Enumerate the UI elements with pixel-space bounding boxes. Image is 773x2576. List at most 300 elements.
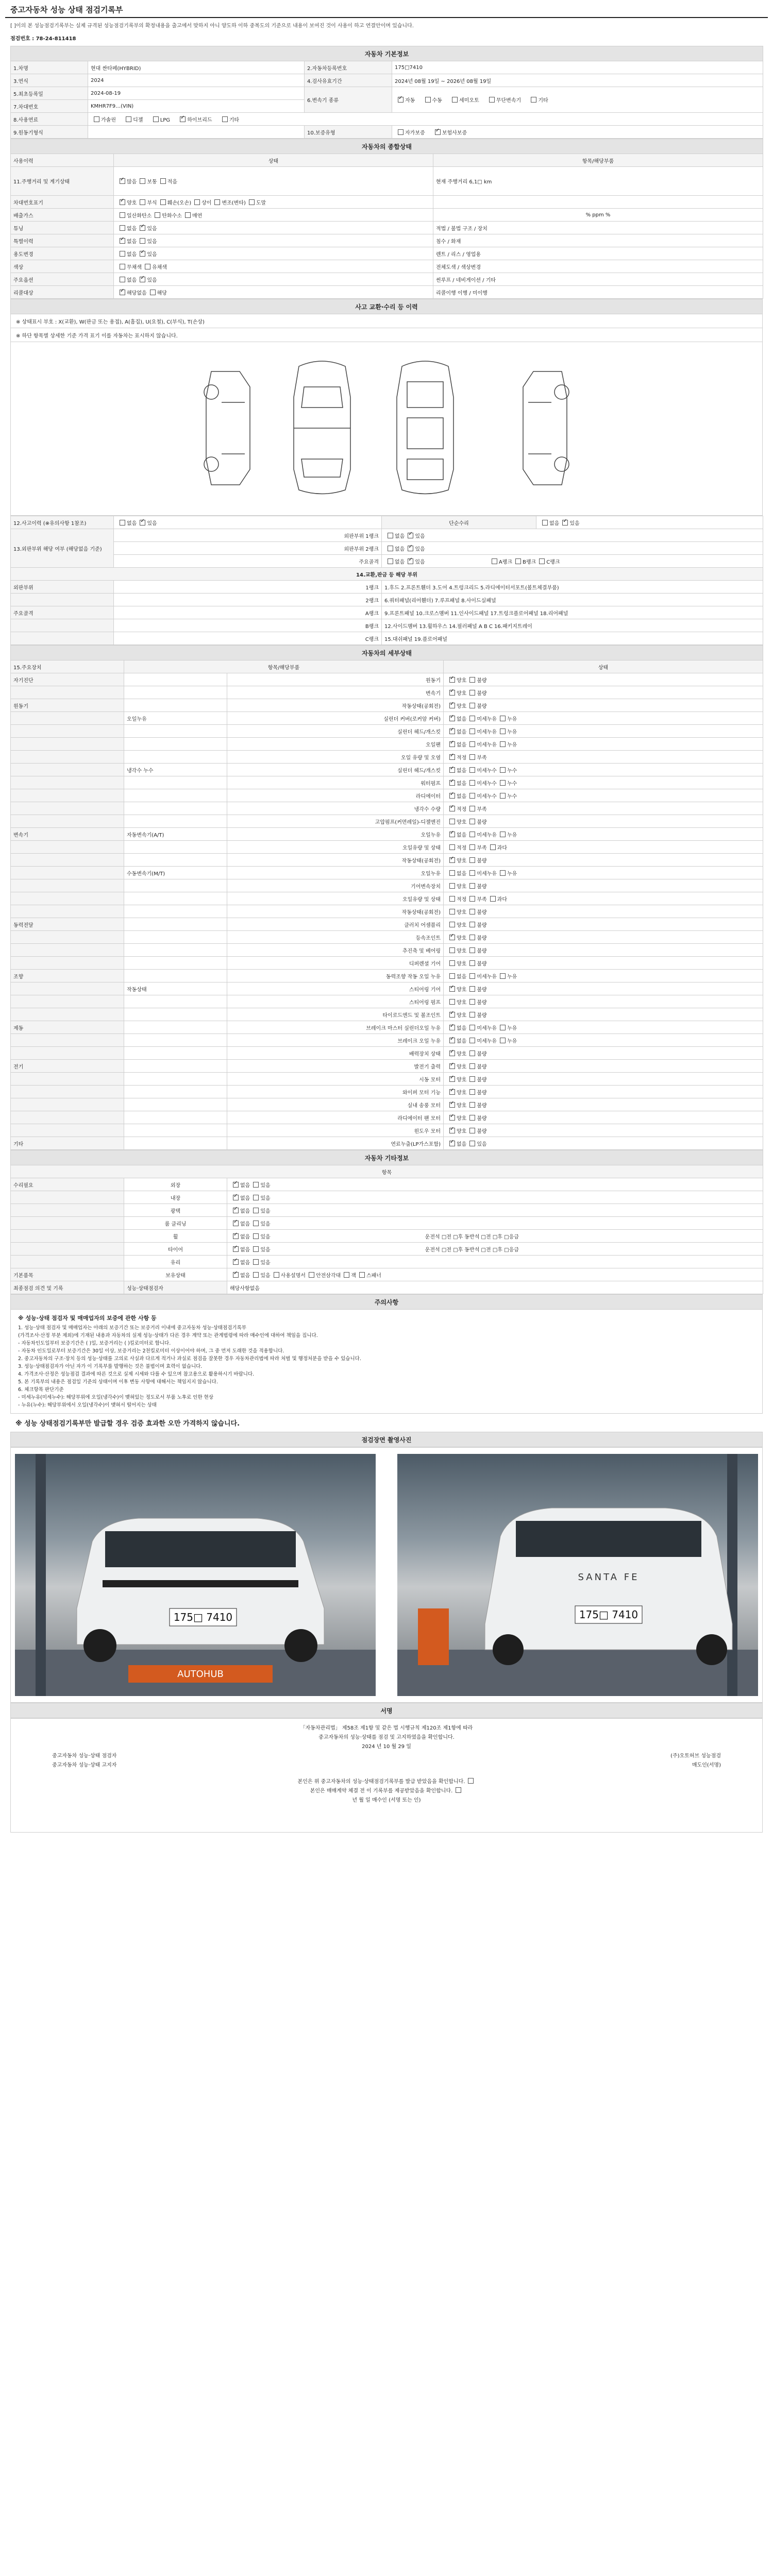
detail-group bbox=[11, 815, 124, 828]
checkbox-icon[interactable] bbox=[449, 677, 455, 683]
other-item: 내장 bbox=[124, 1191, 227, 1204]
checkbox-icon[interactable] bbox=[449, 1141, 455, 1146]
detail-group bbox=[11, 802, 124, 815]
basic-label: 5.최초등록일 bbox=[11, 87, 88, 100]
checkbox-icon[interactable] bbox=[469, 1128, 475, 1133]
checkbox-icon[interactable] bbox=[449, 793, 455, 799]
document-title: 중고자동차 성능 상태 점검기록부 bbox=[5, 0, 768, 18]
detail-item: 추진축 및 베어링 bbox=[227, 944, 444, 957]
checkbox-icon[interactable] bbox=[120, 178, 125, 184]
detail-item: 등속조인트 bbox=[227, 931, 444, 944]
detail-sub bbox=[124, 970, 227, 982]
checkbox-icon[interactable] bbox=[253, 1182, 259, 1188]
checkbox-icon[interactable] bbox=[449, 1102, 455, 1108]
receipt-text: 본인은 매매계약 체결 전 이 기록부를 제공받았음을 확인합니다. bbox=[21, 1787, 752, 1796]
checkbox-icon[interactable] bbox=[388, 558, 393, 564]
checkbox-icon[interactable] bbox=[539, 558, 545, 564]
checkbox-icon[interactable] bbox=[500, 767, 506, 773]
checkbox-icon[interactable] bbox=[542, 520, 548, 526]
checkbox-icon[interactable] bbox=[449, 1128, 455, 1133]
note-line: - 미세누유(미세누수): 해당부위에 오일(냉각수)이 맺혀있는 정도로서 부품 노후로 인한 현상 bbox=[18, 1395, 214, 1400]
checkbox-icon[interactable] bbox=[469, 870, 475, 876]
checkbox-icon[interactable] bbox=[222, 116, 228, 122]
option-label: 부족 bbox=[477, 806, 487, 812]
checkbox-icon[interactable] bbox=[452, 97, 458, 103]
detail-group bbox=[11, 1073, 124, 1086]
checkbox-icon[interactable] bbox=[449, 909, 455, 914]
checkbox-icon[interactable] bbox=[469, 844, 475, 850]
option-label: 불량 bbox=[477, 1103, 487, 1109]
option-label: 양호 bbox=[457, 677, 467, 684]
checkbox-icon[interactable] bbox=[233, 1182, 239, 1188]
option-label: 사용설명서 bbox=[280, 1273, 306, 1279]
checkbox-icon[interactable] bbox=[449, 947, 455, 953]
option-label: 누유 bbox=[507, 716, 517, 722]
parts-rank: B랭크 bbox=[114, 619, 382, 632]
checkbox-icon[interactable] bbox=[449, 767, 455, 773]
other-item: 보유상태 bbox=[124, 1268, 227, 1281]
checkbox-icon[interactable] bbox=[194, 199, 200, 205]
checkbox-icon[interactable] bbox=[469, 728, 475, 734]
option-label: 미세누수 bbox=[477, 768, 497, 774]
detail-state bbox=[444, 1111, 763, 1124]
option-label: 양호 bbox=[457, 1115, 467, 1122]
checkbox-icon[interactable] bbox=[233, 1195, 239, 1200]
checkbox-icon[interactable] bbox=[490, 896, 496, 902]
notifier-row bbox=[21, 1761, 752, 1770]
checkbox-icon[interactable] bbox=[274, 1272, 279, 1278]
note-line: - 자동차인도일부터 보증기간은 ( )일, 보증거리는 ( )킬로미터로 합니다. bbox=[18, 1341, 171, 1346]
checkbox-icon[interactable] bbox=[185, 212, 191, 218]
checkbox-icon[interactable] bbox=[469, 754, 475, 760]
general-row-options: 없음✓ 있음 bbox=[114, 247, 433, 260]
detail-state bbox=[444, 854, 763, 867]
detail-row bbox=[11, 854, 763, 867]
checkbox-icon[interactable] bbox=[449, 1076, 455, 1082]
checkbox-icon[interactable] bbox=[449, 960, 455, 966]
detail-state bbox=[444, 712, 763, 725]
detail-group bbox=[11, 751, 124, 764]
option-label: 불량 bbox=[477, 858, 487, 864]
parts-section-title: 14.교환,판금 등 해당 부위 bbox=[11, 568, 763, 581]
detail-group bbox=[11, 854, 124, 867]
signature-date: 2024 년 10 월 29 일 bbox=[362, 1744, 411, 1750]
detail-item: 클러치 어셈블리 bbox=[227, 918, 444, 931]
option-label: 가솔린 bbox=[101, 117, 116, 123]
checkbox-icon[interactable] bbox=[253, 1195, 259, 1200]
detail-state bbox=[444, 1073, 763, 1086]
checkbox-icon[interactable] bbox=[469, 986, 475, 992]
checkbox-icon[interactable] bbox=[253, 1233, 259, 1239]
detail-row bbox=[11, 789, 763, 802]
checkbox-icon[interactable] bbox=[468, 1778, 474, 1784]
option-label: 디젤 bbox=[133, 117, 143, 123]
option-label: 불량 bbox=[477, 987, 487, 993]
option-label: 양호 bbox=[457, 1064, 467, 1070]
receipt-text: 본인은 위 중고자동차의 성능·상태점검기록부를 발급 받았음을 확인합니다. bbox=[21, 1777, 752, 1787]
detail-group bbox=[11, 944, 124, 957]
checkbox-icon[interactable] bbox=[489, 97, 495, 103]
checkbox-icon[interactable] bbox=[120, 264, 125, 269]
detail-state bbox=[444, 776, 763, 789]
checkbox-icon[interactable] bbox=[469, 973, 475, 979]
detail-group bbox=[11, 1008, 124, 1021]
checkbox-icon[interactable] bbox=[249, 199, 255, 205]
checkbox-icon[interactable] bbox=[469, 1089, 475, 1095]
checkbox-icon[interactable] bbox=[359, 1272, 365, 1278]
checkbox-icon[interactable] bbox=[469, 896, 475, 902]
checkbox-icon[interactable] bbox=[140, 520, 145, 526]
option-label: 누수 bbox=[507, 768, 517, 774]
detail-row bbox=[11, 686, 763, 699]
detail-sub bbox=[124, 686, 227, 699]
detail-state bbox=[444, 957, 763, 970]
checkbox-icon[interactable] bbox=[449, 806, 455, 811]
basic-label: 4.검사유효기간 bbox=[305, 74, 392, 87]
checkbox-icon[interactable] bbox=[214, 199, 220, 205]
checkbox-icon[interactable] bbox=[94, 116, 99, 122]
option-label: 불량 bbox=[477, 819, 487, 825]
detail-item: 실린더 헤드/개스킷 bbox=[227, 725, 444, 738]
checkbox-icon[interactable] bbox=[456, 1787, 461, 1793]
checkbox-icon[interactable] bbox=[120, 199, 125, 205]
detail-row bbox=[11, 879, 763, 892]
option-label: 불량 bbox=[477, 999, 487, 1006]
detail-item: 고압펌프(커먼레일)-디젤엔진 bbox=[227, 815, 444, 828]
checkbox-icon[interactable] bbox=[469, 1115, 475, 1121]
checkbox-icon[interactable] bbox=[449, 1089, 455, 1095]
checkbox-icon[interactable] bbox=[449, 986, 455, 992]
checkbox-icon[interactable] bbox=[449, 832, 455, 837]
detail-item: 브레이크 오일 누유 bbox=[227, 1034, 444, 1047]
checkbox-icon[interactable] bbox=[449, 883, 455, 889]
checkbox-icon[interactable] bbox=[449, 973, 455, 979]
checkbox-icon[interactable] bbox=[253, 1246, 259, 1252]
parts-group bbox=[11, 619, 114, 632]
detail-row bbox=[11, 1060, 763, 1073]
detail-sub bbox=[124, 776, 227, 789]
detail-state bbox=[444, 789, 763, 802]
detail-item: 오일누유 bbox=[227, 828, 444, 841]
other-row bbox=[11, 1256, 763, 1268]
checkbox-icon[interactable] bbox=[531, 97, 536, 103]
checkbox-icon[interactable] bbox=[155, 212, 160, 218]
checkbox-icon[interactable] bbox=[160, 178, 166, 184]
car-rear-photo-image bbox=[397, 1454, 758, 1696]
checkbox-icon[interactable] bbox=[233, 1272, 239, 1278]
checkbox-icon[interactable] bbox=[500, 1025, 506, 1030]
checkbox-icon[interactable] bbox=[562, 520, 568, 526]
checkbox-icon[interactable] bbox=[469, 690, 475, 696]
option-label: 불량 bbox=[477, 948, 487, 954]
checkbox-icon[interactable] bbox=[449, 716, 455, 721]
other-options bbox=[227, 1191, 763, 1204]
checkbox-icon[interactable] bbox=[449, 999, 455, 1005]
checkbox-icon[interactable] bbox=[469, 1102, 475, 1108]
checkbox-icon[interactable] bbox=[500, 832, 506, 837]
detail-sub bbox=[124, 892, 227, 905]
checkbox-icon[interactable] bbox=[500, 793, 506, 799]
checkbox-icon[interactable] bbox=[425, 97, 431, 103]
other-group bbox=[11, 1204, 124, 1217]
checkbox-icon[interactable] bbox=[140, 178, 145, 184]
checkbox-icon[interactable] bbox=[253, 1221, 259, 1226]
checkbox-icon[interactable] bbox=[398, 97, 404, 103]
checkbox-icon[interactable] bbox=[500, 973, 506, 979]
accident-legend: ※ 하단 항목별 상세한 기준 가격 표기 이를 자동차는 표시하지 않습니다. bbox=[11, 328, 763, 342]
checkbox-icon[interactable] bbox=[469, 703, 475, 708]
checkbox-icon[interactable] bbox=[388, 533, 393, 538]
checkbox-icon[interactable] bbox=[388, 546, 393, 551]
detail-group: 제동 bbox=[11, 1021, 124, 1034]
option-label: 양호 bbox=[457, 1090, 467, 1096]
basic-value: 2024년 08월 19일 ~ 2026년 08월 19일 bbox=[392, 74, 763, 87]
detail-sub bbox=[124, 957, 227, 970]
checkbox-icon[interactable] bbox=[253, 1259, 259, 1265]
general-row-label: 배출가스 bbox=[11, 209, 114, 222]
other-options bbox=[227, 1256, 763, 1268]
checkbox-icon[interactable] bbox=[469, 793, 475, 799]
note-line: - 자동차 인도일로부터 보증기간은 30일 이상, 보증거리는 2천킬로미터 이상이어야 하며, 그 중 먼저 도래한 것을 적용합니다. bbox=[18, 1348, 284, 1354]
checkbox-icon[interactable] bbox=[180, 116, 186, 122]
option-label: 없음 bbox=[240, 1195, 250, 1201]
checkbox-icon[interactable] bbox=[469, 883, 475, 889]
detail-row bbox=[11, 1137, 763, 1150]
checkbox-icon[interactable] bbox=[515, 558, 521, 564]
option-label: 불량 bbox=[477, 1128, 487, 1134]
checkbox-icon[interactable] bbox=[500, 870, 506, 876]
checkbox-icon[interactable] bbox=[233, 1208, 239, 1213]
checkbox-icon[interactable] bbox=[150, 290, 156, 295]
checkbox-icon[interactable] bbox=[233, 1246, 239, 1252]
checkbox-icon[interactable] bbox=[408, 533, 413, 538]
checkbox-icon[interactable] bbox=[469, 999, 475, 1005]
checkbox-icon[interactable] bbox=[408, 546, 413, 551]
detail-head: 15.주요장치 bbox=[11, 660, 124, 673]
checkbox-icon[interactable] bbox=[469, 1141, 475, 1146]
checkbox-icon[interactable] bbox=[469, 1025, 475, 1030]
note-line: 6. 체크항목 판단기준 bbox=[18, 1387, 64, 1393]
option-label: 양호 bbox=[457, 690, 467, 697]
option-label: 미세누유 bbox=[477, 1038, 497, 1044]
checkbox-icon[interactable] bbox=[140, 277, 145, 282]
checkbox-icon[interactable] bbox=[469, 1050, 475, 1056]
option-label: 없음 bbox=[457, 729, 467, 735]
detail-row bbox=[11, 764, 763, 776]
detail-sub bbox=[124, 789, 227, 802]
checkbox-icon[interactable] bbox=[469, 857, 475, 863]
detail-state bbox=[444, 892, 763, 905]
checkbox-icon[interactable] bbox=[469, 677, 475, 683]
other-item: 외장 bbox=[124, 1178, 227, 1191]
detail-item: 라디에이터 bbox=[227, 789, 444, 802]
checkbox-icon[interactable] bbox=[469, 832, 475, 837]
checkbox-icon[interactable] bbox=[469, 1012, 475, 1018]
option-label: 없음 bbox=[457, 716, 467, 722]
checkbox-icon[interactable] bbox=[500, 780, 506, 786]
option-label: 미세누수 bbox=[477, 781, 497, 787]
detail-item: 원동기 bbox=[227, 673, 444, 686]
checkbox-icon[interactable] bbox=[469, 741, 475, 747]
other-row bbox=[11, 1268, 763, 1281]
checkbox-icon[interactable] bbox=[469, 947, 475, 953]
detail-item: 오일누유 bbox=[227, 867, 444, 879]
checkbox-icon[interactable] bbox=[449, 819, 455, 824]
basic-label: 7.차대번호 bbox=[11, 100, 88, 113]
checkbox-icon[interactable] bbox=[449, 1050, 455, 1056]
inspection-photo-rear bbox=[397, 1454, 758, 1696]
photo-gallery bbox=[10, 1447, 763, 1703]
general-row-options: 없음✓ 있음 bbox=[114, 222, 433, 234]
checkbox-icon[interactable] bbox=[449, 690, 455, 696]
option-label: 양호 bbox=[457, 1103, 467, 1109]
checkbox-icon[interactable] bbox=[449, 870, 455, 876]
detail-item: 연료누출(LP가스포함) bbox=[227, 1137, 444, 1150]
warranty-options bbox=[392, 126, 763, 139]
detail-group bbox=[11, 1098, 124, 1111]
checkbox-icon[interactable] bbox=[449, 1012, 455, 1018]
checkbox-icon[interactable] bbox=[120, 225, 125, 231]
checkbox-icon[interactable] bbox=[233, 1259, 239, 1265]
general-row-extra: 현재 주행거리 6,1□ km bbox=[433, 167, 763, 196]
option-label: 양호 bbox=[457, 987, 467, 993]
checkbox-icon[interactable] bbox=[490, 844, 496, 850]
option-label: 양호 bbox=[457, 703, 467, 709]
detail-group bbox=[11, 1034, 124, 1047]
checkbox-icon[interactable] bbox=[469, 806, 475, 811]
checkbox-icon[interactable] bbox=[449, 741, 455, 747]
checkbox-icon[interactable] bbox=[160, 199, 166, 205]
checkbox-icon[interactable] bbox=[344, 1272, 349, 1278]
general-row-label: 11.주행거리 및 계기상태 bbox=[11, 167, 114, 196]
option-label: 있음 bbox=[260, 1195, 271, 1201]
checkbox-icon[interactable] bbox=[309, 1272, 314, 1278]
checkbox-icon[interactable] bbox=[408, 558, 413, 564]
checkbox-icon[interactable] bbox=[469, 909, 475, 914]
checkbox-icon[interactable] bbox=[435, 129, 441, 135]
checkbox-icon[interactable] bbox=[449, 780, 455, 786]
inspection-photo-front bbox=[15, 1454, 376, 1696]
detail-group bbox=[11, 957, 124, 970]
checkbox-icon[interactable] bbox=[500, 716, 506, 721]
option-label: 하이브리드 bbox=[187, 117, 212, 123]
checkbox-icon[interactable] bbox=[449, 896, 455, 902]
checkbox-icon[interactable] bbox=[140, 251, 145, 257]
checkbox-icon[interactable] bbox=[469, 1063, 475, 1069]
checkbox-icon[interactable] bbox=[120, 238, 125, 244]
checkbox-icon[interactable] bbox=[469, 819, 475, 824]
general-row-extra: 침수 / 화재 bbox=[433, 234, 763, 247]
checkbox-icon[interactable] bbox=[153, 116, 159, 122]
option-label: 불량 bbox=[477, 1077, 487, 1083]
checkbox-icon[interactable] bbox=[145, 264, 150, 269]
detail-group bbox=[11, 982, 124, 995]
checkbox-icon[interactable] bbox=[449, 935, 455, 940]
detail-row bbox=[11, 931, 763, 944]
detail-sub bbox=[124, 1124, 227, 1137]
checkbox-icon[interactable] bbox=[120, 212, 125, 218]
checkbox-icon[interactable] bbox=[140, 238, 145, 244]
checkbox-icon[interactable] bbox=[449, 1038, 455, 1043]
parts-rank: 2랭크 bbox=[114, 594, 382, 606]
checkbox-icon[interactable] bbox=[140, 199, 145, 205]
checkbox-icon[interactable] bbox=[449, 754, 455, 760]
checkbox-icon[interactable] bbox=[469, 922, 475, 927]
checkbox-icon[interactable] bbox=[120, 520, 125, 526]
checkbox-icon[interactable] bbox=[233, 1221, 239, 1226]
checkbox-icon[interactable] bbox=[449, 1115, 455, 1121]
general-row-label: 튜닝 bbox=[11, 222, 114, 234]
checkbox-icon[interactable] bbox=[398, 129, 404, 135]
option-label: 없음 bbox=[240, 1273, 250, 1279]
checkbox-icon[interactable] bbox=[449, 844, 455, 850]
checkbox-icon[interactable] bbox=[120, 277, 125, 282]
checkbox-icon[interactable] bbox=[469, 767, 475, 773]
checkbox-icon[interactable] bbox=[500, 741, 506, 747]
detail-sub bbox=[124, 1137, 227, 1150]
basic-label: 1.차명 bbox=[11, 61, 88, 74]
basic-value bbox=[88, 126, 305, 139]
detail-state bbox=[444, 751, 763, 764]
checkbox-icon[interactable] bbox=[500, 728, 506, 734]
option-label: 양호 bbox=[457, 909, 467, 916]
option-label: 불량 bbox=[477, 935, 487, 941]
general-row-label: 주요옵션 bbox=[11, 273, 114, 286]
checkbox-icon[interactable] bbox=[120, 290, 125, 295]
checkbox-icon[interactable] bbox=[492, 558, 497, 564]
checkbox-icon[interactable] bbox=[253, 1272, 259, 1278]
checkbox-icon[interactable] bbox=[469, 716, 475, 721]
other-group bbox=[11, 1191, 124, 1204]
checkbox-icon[interactable] bbox=[120, 251, 125, 257]
checkbox-icon[interactable] bbox=[449, 1063, 455, 1069]
detail-state bbox=[444, 1060, 763, 1073]
detail-row bbox=[11, 867, 763, 879]
checkbox-icon[interactable] bbox=[449, 703, 455, 708]
parts-rank: A랭크 bbox=[114, 606, 382, 619]
detail-row bbox=[11, 738, 763, 751]
checkbox-icon[interactable] bbox=[449, 728, 455, 734]
option-label: 누유 bbox=[507, 871, 517, 877]
checkbox-icon[interactable] bbox=[449, 922, 455, 927]
checkbox-icon[interactable] bbox=[469, 1076, 475, 1082]
final-opinion-label: 최종점검 의견 및 기록 bbox=[11, 1281, 124, 1294]
detail-row bbox=[11, 1086, 763, 1098]
checkbox-icon[interactable] bbox=[233, 1233, 239, 1239]
checkbox-icon[interactable] bbox=[469, 960, 475, 966]
other-item: 광택 bbox=[124, 1204, 227, 1217]
general-row-extra: 렌트 / 리스 / 영업용 bbox=[433, 247, 763, 260]
general-state-table bbox=[10, 139, 763, 299]
checkbox-icon[interactable] bbox=[469, 780, 475, 786]
checkbox-icon[interactable] bbox=[469, 935, 475, 940]
fuel-options bbox=[88, 113, 763, 126]
detail-state bbox=[444, 815, 763, 828]
option-label: 적정 bbox=[457, 896, 467, 903]
other-row bbox=[11, 1178, 763, 1191]
checkbox-icon[interactable] bbox=[500, 1038, 506, 1043]
checkbox-icon[interactable] bbox=[253, 1208, 259, 1213]
note-line: 1. 성능·상태 점검자 및 매매업자는 아래의 보증기간 또는 보증거리 이내에 중고자동차 성능·상태점검기록부 bbox=[18, 1325, 246, 1331]
checkbox-icon[interactable] bbox=[449, 1025, 455, 1030]
option-label: 양호 bbox=[457, 884, 467, 890]
checkbox-icon[interactable] bbox=[140, 225, 145, 231]
checkbox-icon[interactable] bbox=[126, 116, 131, 122]
option-label: 누유 bbox=[507, 1025, 517, 1031]
checkbox-icon[interactable] bbox=[449, 857, 455, 863]
outer-rank-label: 외판부위 1랭크 bbox=[114, 529, 382, 542]
checkbox-icon[interactable] bbox=[469, 1038, 475, 1043]
